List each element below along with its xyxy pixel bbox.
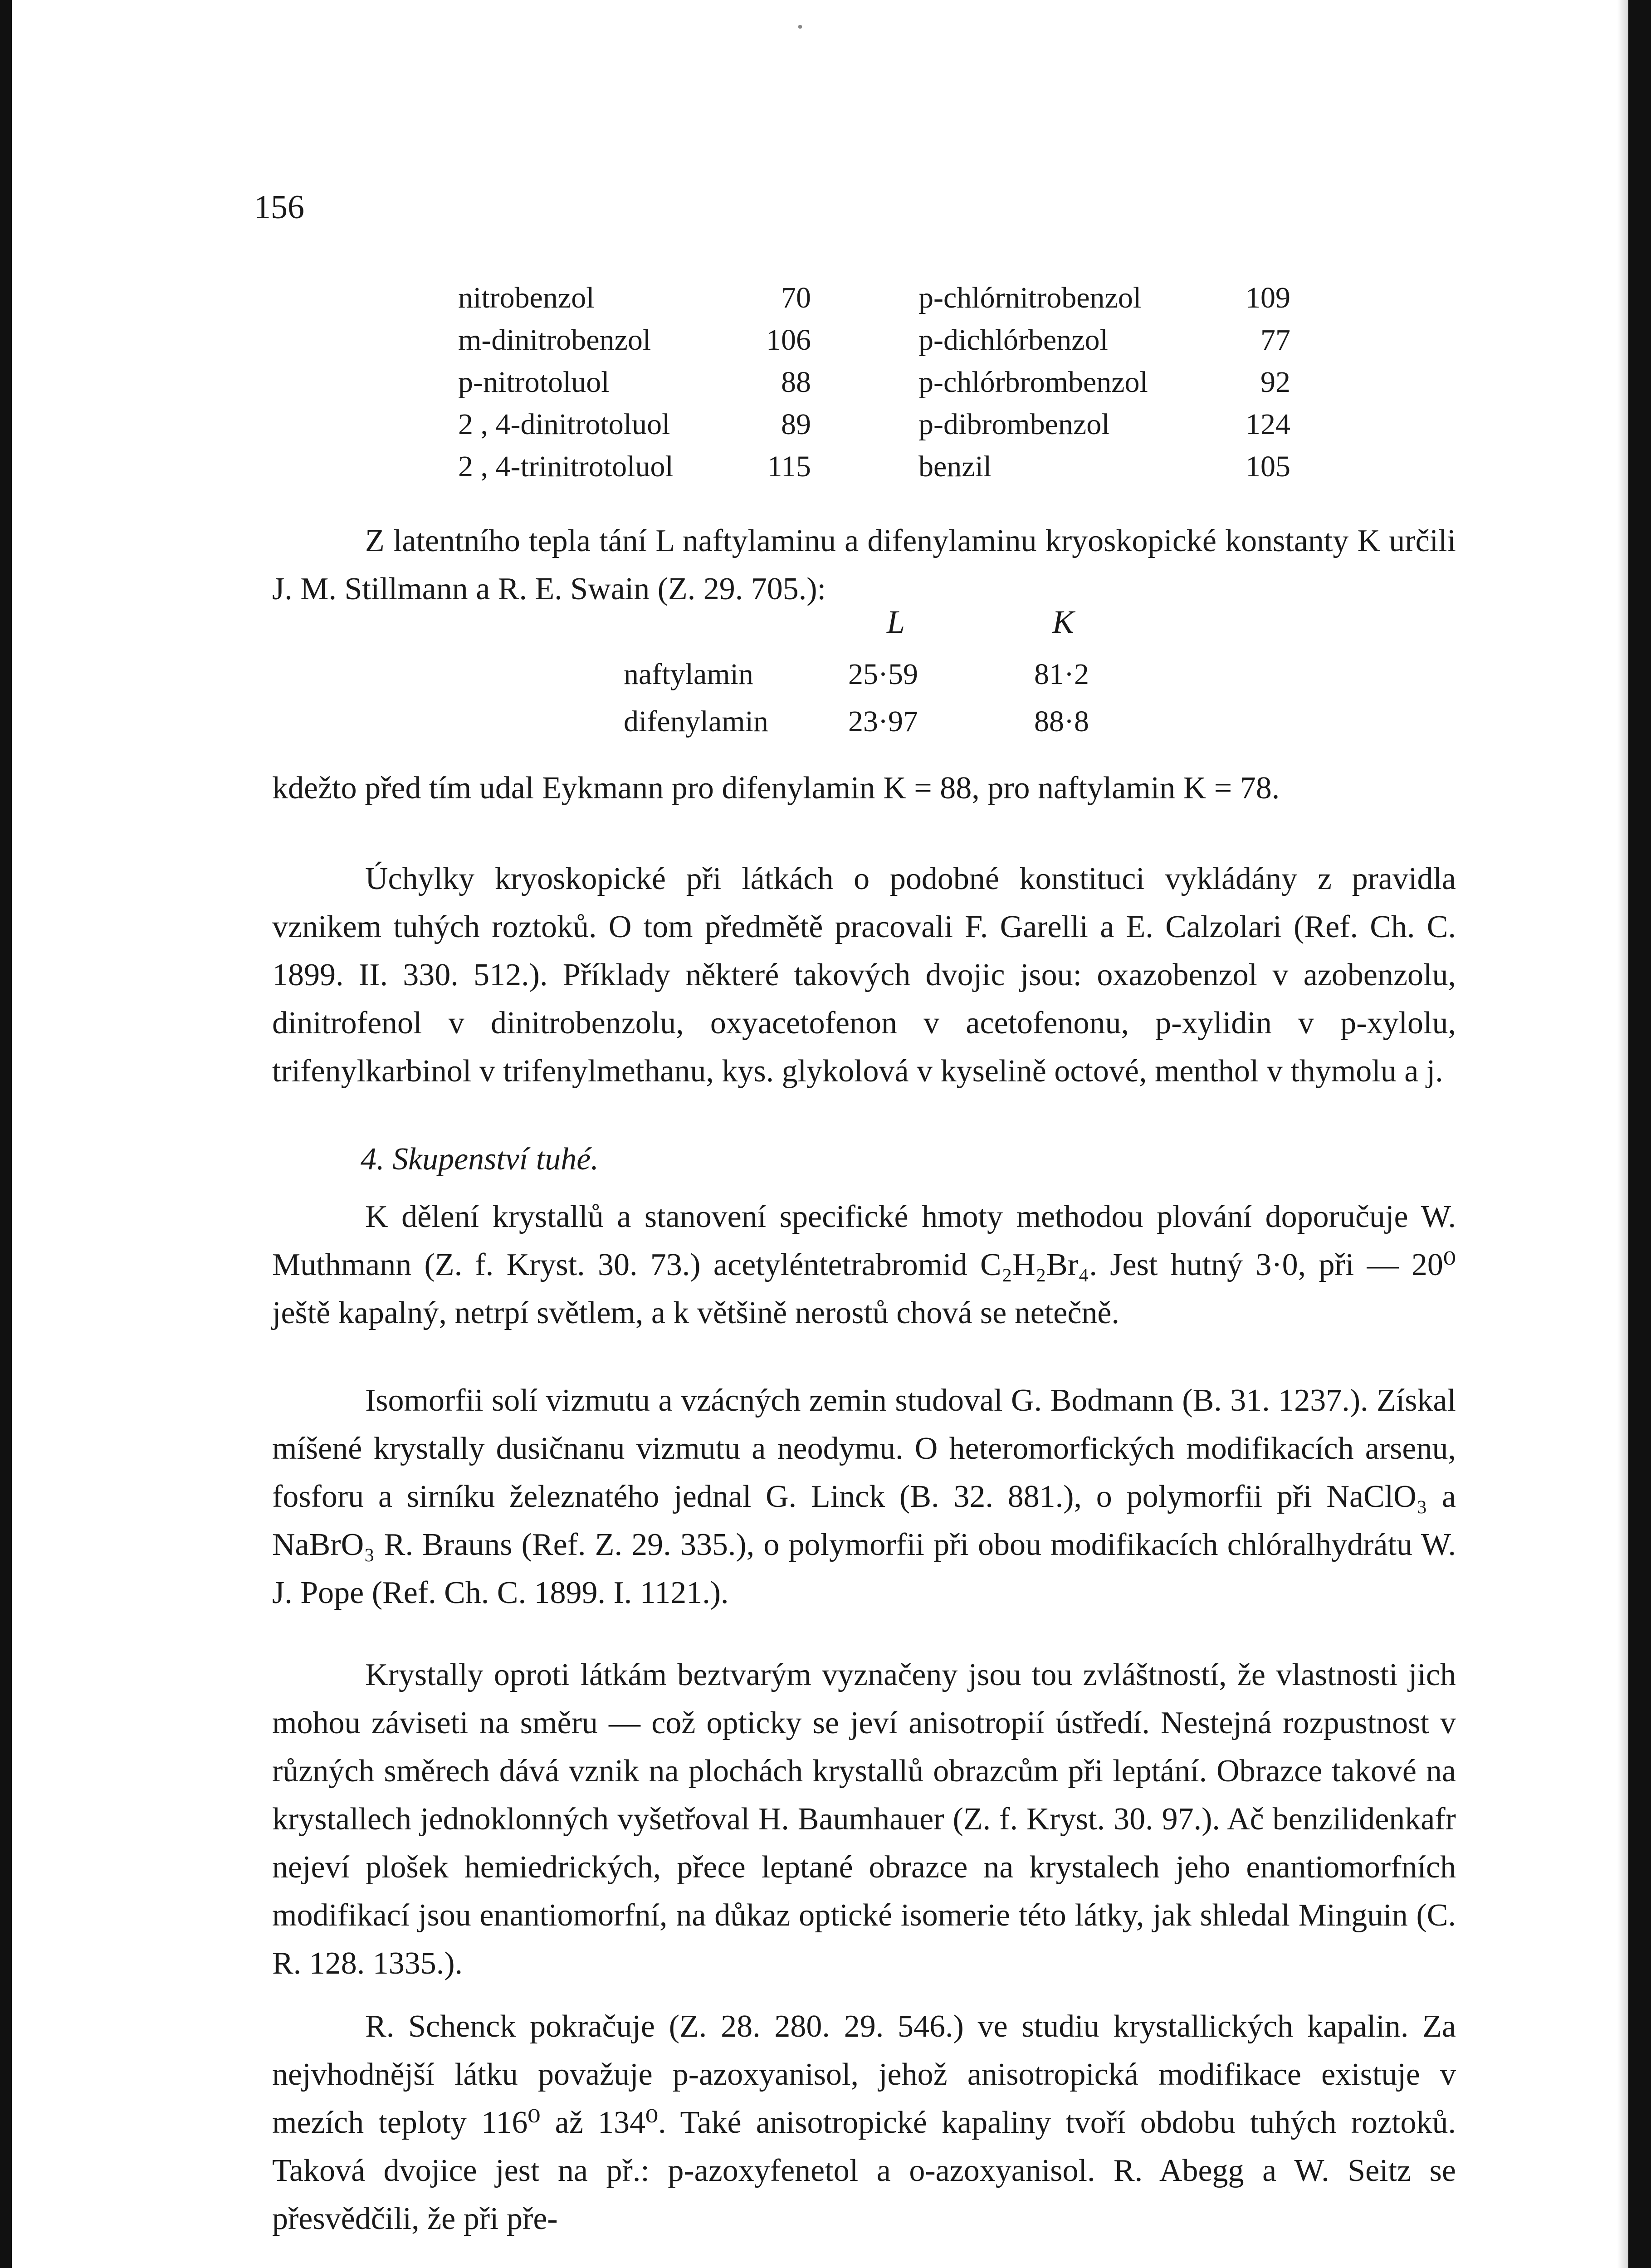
compound-name: difenylamin <box>624 705 768 738</box>
paragraph-anisotropy: Krystally oproti látkám beztvarým vyznačeny jsou tou zvláštností, že vlastnosti jich mohou záviseti na směru — což opticky se jeví anisotropií ústředí. Nestejná rozpustnost v různých směrech dává vznik na plochách krystallů obrazcům při leptání. Obrazce takové na krystallech jednoklonných vyšetřoval H. Baumhauer (Z. f. Kryst. 30. 97.). Ač benzilidenkafr nejeví plošek hemiedrických, přece leptané obrazce na krystalech jeho enantiomorfních modifikací jsou enantiomorfní, na důkaz optické isomerie této látky, jak shledal Minguin (C. R. 128. 1335.). <box>272 1657 1456 1981</box>
left-scan-border <box>0 0 12 2268</box>
compound-name: m-dinitrobenzol <box>458 323 651 357</box>
table-row <box>458 277 821 319</box>
section-heading: 4. Skupenství tuhé. <box>361 1142 599 1177</box>
compound-name: nitrobenzol <box>458 281 595 314</box>
table-row <box>458 403 821 445</box>
melting-table-left <box>458 277 821 488</box>
compound-name: p-dichlórbenzol <box>918 323 1108 357</box>
compound-value: 106 <box>766 323 811 357</box>
compound-value: 89 <box>781 408 811 441</box>
column-header-k: K <box>1052 604 1075 640</box>
paragraph-eykmann: kdežto před tím udal Eykmann pro difenylamin K = 88, pro naftylamin K = 78. <box>272 771 1280 806</box>
compound-name: p-chlórbrombenzol <box>918 366 1148 399</box>
compound-name: p-nitrotoluol <box>458 366 610 399</box>
l-value: 23·97 <box>848 705 918 738</box>
compound-value: 109 <box>1246 281 1290 314</box>
paragraph-separation: K dělení krystallů a stanovení specifické hmoty methodou plování doporučuje W. Muthmann (Z. f. Kryst. 30. 73.) acetyléntetrabromid C₂H₂Br₄. Jest hutný 3·0, při — 20⁰ ještě kapalný, netrpí světlem, a k většině nerostů chová se netečně. <box>272 1199 1456 1330</box>
k-value: 88·8 <box>1034 705 1089 738</box>
paragraph-isomorphism: Isomorfii solí vizmutu a vzácných zemin studoval G. Bodmann (B. 31. 1237.). Získal míšené krystally dusičnanu vizmutu a neodymu. O heteromorfických modifikacích arsenu, fosforu a sirníku železnatého jednal G. Linck (B. 32. 881.), o polymorfii při NaClO₃ a NaBrO₃ R. Brauns (Ref. Z. 29. 335.), o polymorfii při obou modifikacích chlóralhydrátu W. J. Pope (Ref. Ch. C. 1899. I. 1121.). <box>272 1383 1456 1610</box>
compound-value: 115 <box>767 450 811 483</box>
compound-name: 2 , 4-dinitrotoluol <box>458 408 670 441</box>
right-scan-border <box>1628 0 1651 2268</box>
compound-name: 2 , 4-trinitrotoluol <box>458 450 674 483</box>
melting-table-right <box>918 277 1290 488</box>
paragraph-cryoscopic-constants: Z latentního tepla tání L naftylaminu a difenylaminu kryoskopické konstanty K určili J. M. Stillmann a R. E. Swain (Z. 29. 705.): <box>272 523 1456 606</box>
compound-value: 92 <box>1260 366 1290 399</box>
compound-value: 77 <box>1260 323 1290 357</box>
column-header-l: L <box>887 604 905 640</box>
compound-value: 88 <box>781 366 811 399</box>
table-row <box>918 361 1290 403</box>
compound-name: p-chlórnitrobenzol <box>918 281 1142 314</box>
compound-value: 70 <box>781 281 811 314</box>
table-row <box>918 403 1290 445</box>
table-row <box>918 319 1290 361</box>
paragraph-liquid-crystals: R. Schenck pokračuje (Z. 28. 280. 29. 546.) ve studiu krystallických kapalin. Za nejvhodnější látku považuje p-azoxyanisol, jehož anisotropická modifikace existuje v mezích teploty 116⁰ až 134⁰. Také anisotropické kapaliny tvoří obdobu tuhých roztoků. Taková dvojice jest na př.: p-azoxyfenetol a o-azoxyanisol. R. Abegg a W. Seitz se přesvědčili, že při pře- <box>272 2009 1456 2236</box>
page-number: 156 <box>254 189 304 226</box>
compound-value: 105 <box>1246 450 1290 483</box>
table-row <box>918 277 1290 319</box>
compound-name: benzil <box>918 450 992 483</box>
table-row <box>458 319 821 361</box>
table-row <box>458 361 821 403</box>
l-value: 25·59 <box>848 658 918 691</box>
compound-name: p-dibrombenzol <box>918 408 1110 441</box>
table-row <box>458 445 821 488</box>
table-row <box>624 698 1191 745</box>
k-value: 81·2 <box>1034 658 1089 691</box>
compound-name: naftylamin <box>624 658 753 691</box>
right-page-edge <box>1617 0 1628 2268</box>
scan-speck <box>798 25 802 29</box>
compound-value: 124 <box>1246 408 1290 441</box>
table-row <box>918 445 1290 488</box>
table-row <box>624 651 1191 698</box>
constants-table <box>624 651 1191 745</box>
paragraph-deviations: Úchylky kryoskopické při látkách o podobné konstituci vykládány z pravidla vznikem tuhých roztoků. O tom předmětě pracovali F. Garelli a E. Calzolari (Ref. Ch. C. 1899. II. 330. 512.). Příklady některé takových dvojic jsou: oxazobenzol v azobenzolu, dinitrofenol v dinitrobenzolu, oxyacetofenon v acetofenonu, p-xylidin v p-xylolu, trifenylkarbinol v trifenylmethanu, kys. glykolová v kyselině octové, menthol v thymolu a j. <box>272 861 1456 1089</box>
